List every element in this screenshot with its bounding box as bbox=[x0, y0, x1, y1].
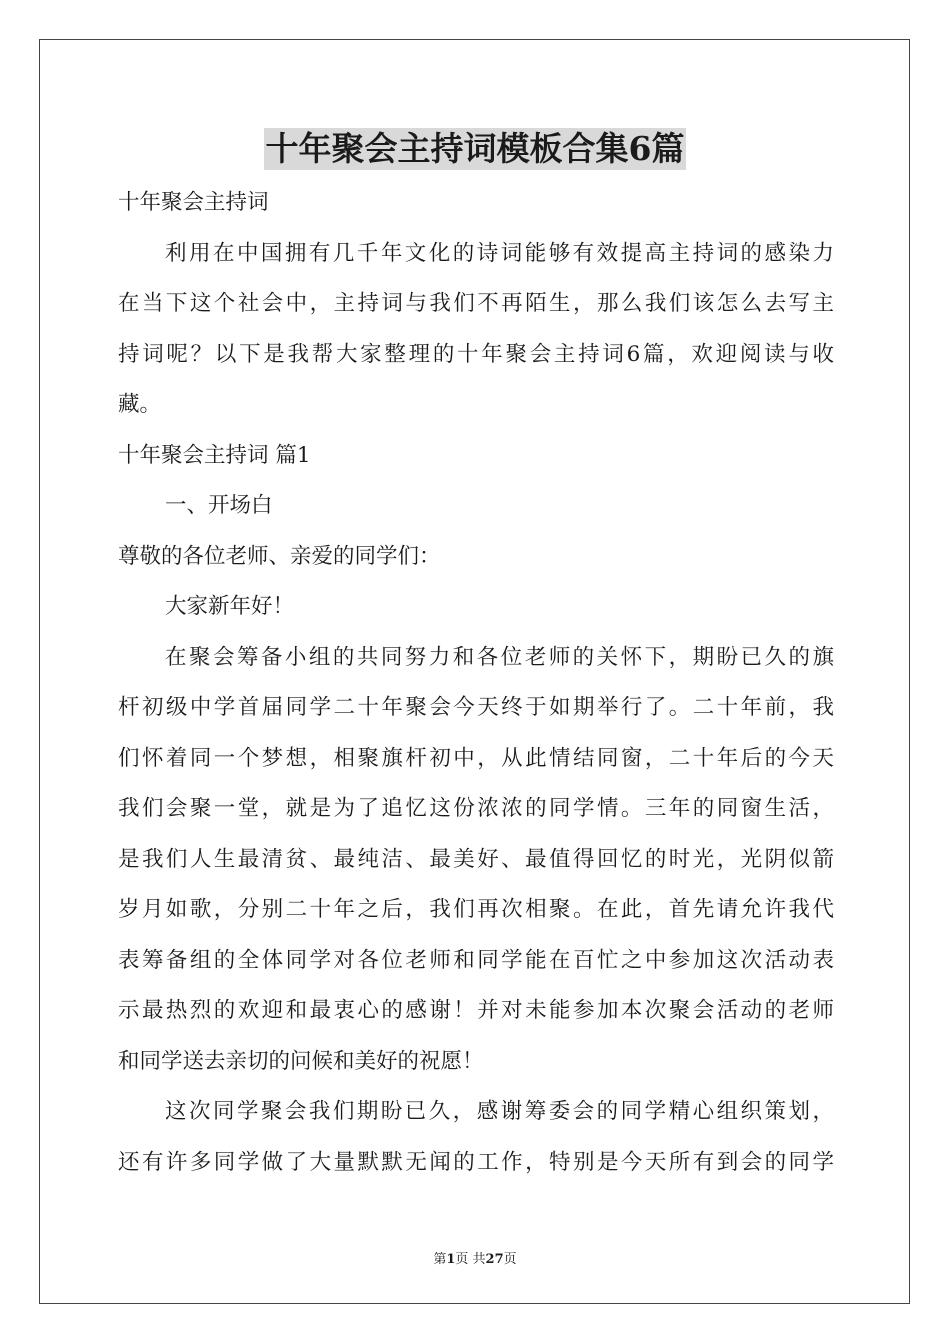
text-line: 在聚会筹备小组的共同努力和各位老师的关怀下，期盼已久的旗 bbox=[165, 644, 834, 670]
text-line: 利用在中国拥有几千年文化的诗词能够有效提高主持词的感染力 bbox=[165, 240, 834, 266]
footer-middle: 页 共 bbox=[455, 1252, 486, 1267]
text-line: 这次同学聚会我们期盼已久，感谢筹委会的同学精心组织策划， bbox=[165, 1099, 834, 1124]
document-title: 十年聚会主持词模板合集6篇 bbox=[265, 129, 685, 168]
footer-page-number: 1 bbox=[446, 1252, 456, 1267]
text-line: 表筹备组的全体同学对各位老师和同学能在百忙之中参加这次活动表 bbox=[118, 947, 834, 973]
footer-total-pages: 27 bbox=[485, 1252, 504, 1267]
footer-prefix: 第 bbox=[433, 1252, 447, 1267]
text-line: 示最热烈的欢迎和最衷心的感谢！并对未能参加本次聚会活动的老师 bbox=[118, 998, 834, 1023]
title-container bbox=[0, 128, 950, 170]
text-line: 藏。 bbox=[118, 392, 162, 417]
text-line: 们怀着同一个梦想，相聚旗杆初中，从此情结同窗，二十年后的今天 bbox=[118, 745, 834, 771]
text-line: 我们会聚一堂，就是为了追忆这份浓浓的同学情。三年的同窗生活， bbox=[118, 796, 834, 821]
page-footer bbox=[0, 1248, 950, 1267]
text-line: 尊敬的各位老师、亲爱的同学们： bbox=[118, 543, 441, 569]
text-line: 杆初级中学首届同学二十年聚会今天终于如期举行了。二十年前，我 bbox=[118, 695, 834, 720]
document-body bbox=[118, 178, 834, 1188]
text-line: 持词呢？以下是我帮大家整理的十年聚会主持词6篇，欢迎阅读与收 bbox=[118, 341, 834, 367]
text-line: 一、开场白 bbox=[165, 493, 273, 518]
text-line: 十年聚会主持词 篇1 bbox=[118, 442, 311, 468]
text-line: 还有许多同学做了大量默默无闻的工作，特别是今天所有到会的同学 bbox=[118, 1149, 834, 1175]
text-line: 十年聚会主持词 bbox=[118, 190, 269, 215]
text-line: 岁月如歌，分别二十年之后，我们再次相聚。在此，首先请允许我代 bbox=[118, 897, 834, 922]
text-line: 是我们人生最清贫、最纯洁、最美好、最值得回忆的时光，光阴似箭 bbox=[118, 846, 834, 872]
text-line: 在当下这个社会中，主持词与我们不再陌生，那么我们该怎么去写主 bbox=[118, 291, 834, 316]
text-line: 和同学送去亲切的问候和美好的祝愿！ bbox=[118, 1048, 484, 1074]
text-line: 大家新年好！ bbox=[165, 594, 295, 619]
footer-suffix: 页 bbox=[503, 1252, 517, 1267]
